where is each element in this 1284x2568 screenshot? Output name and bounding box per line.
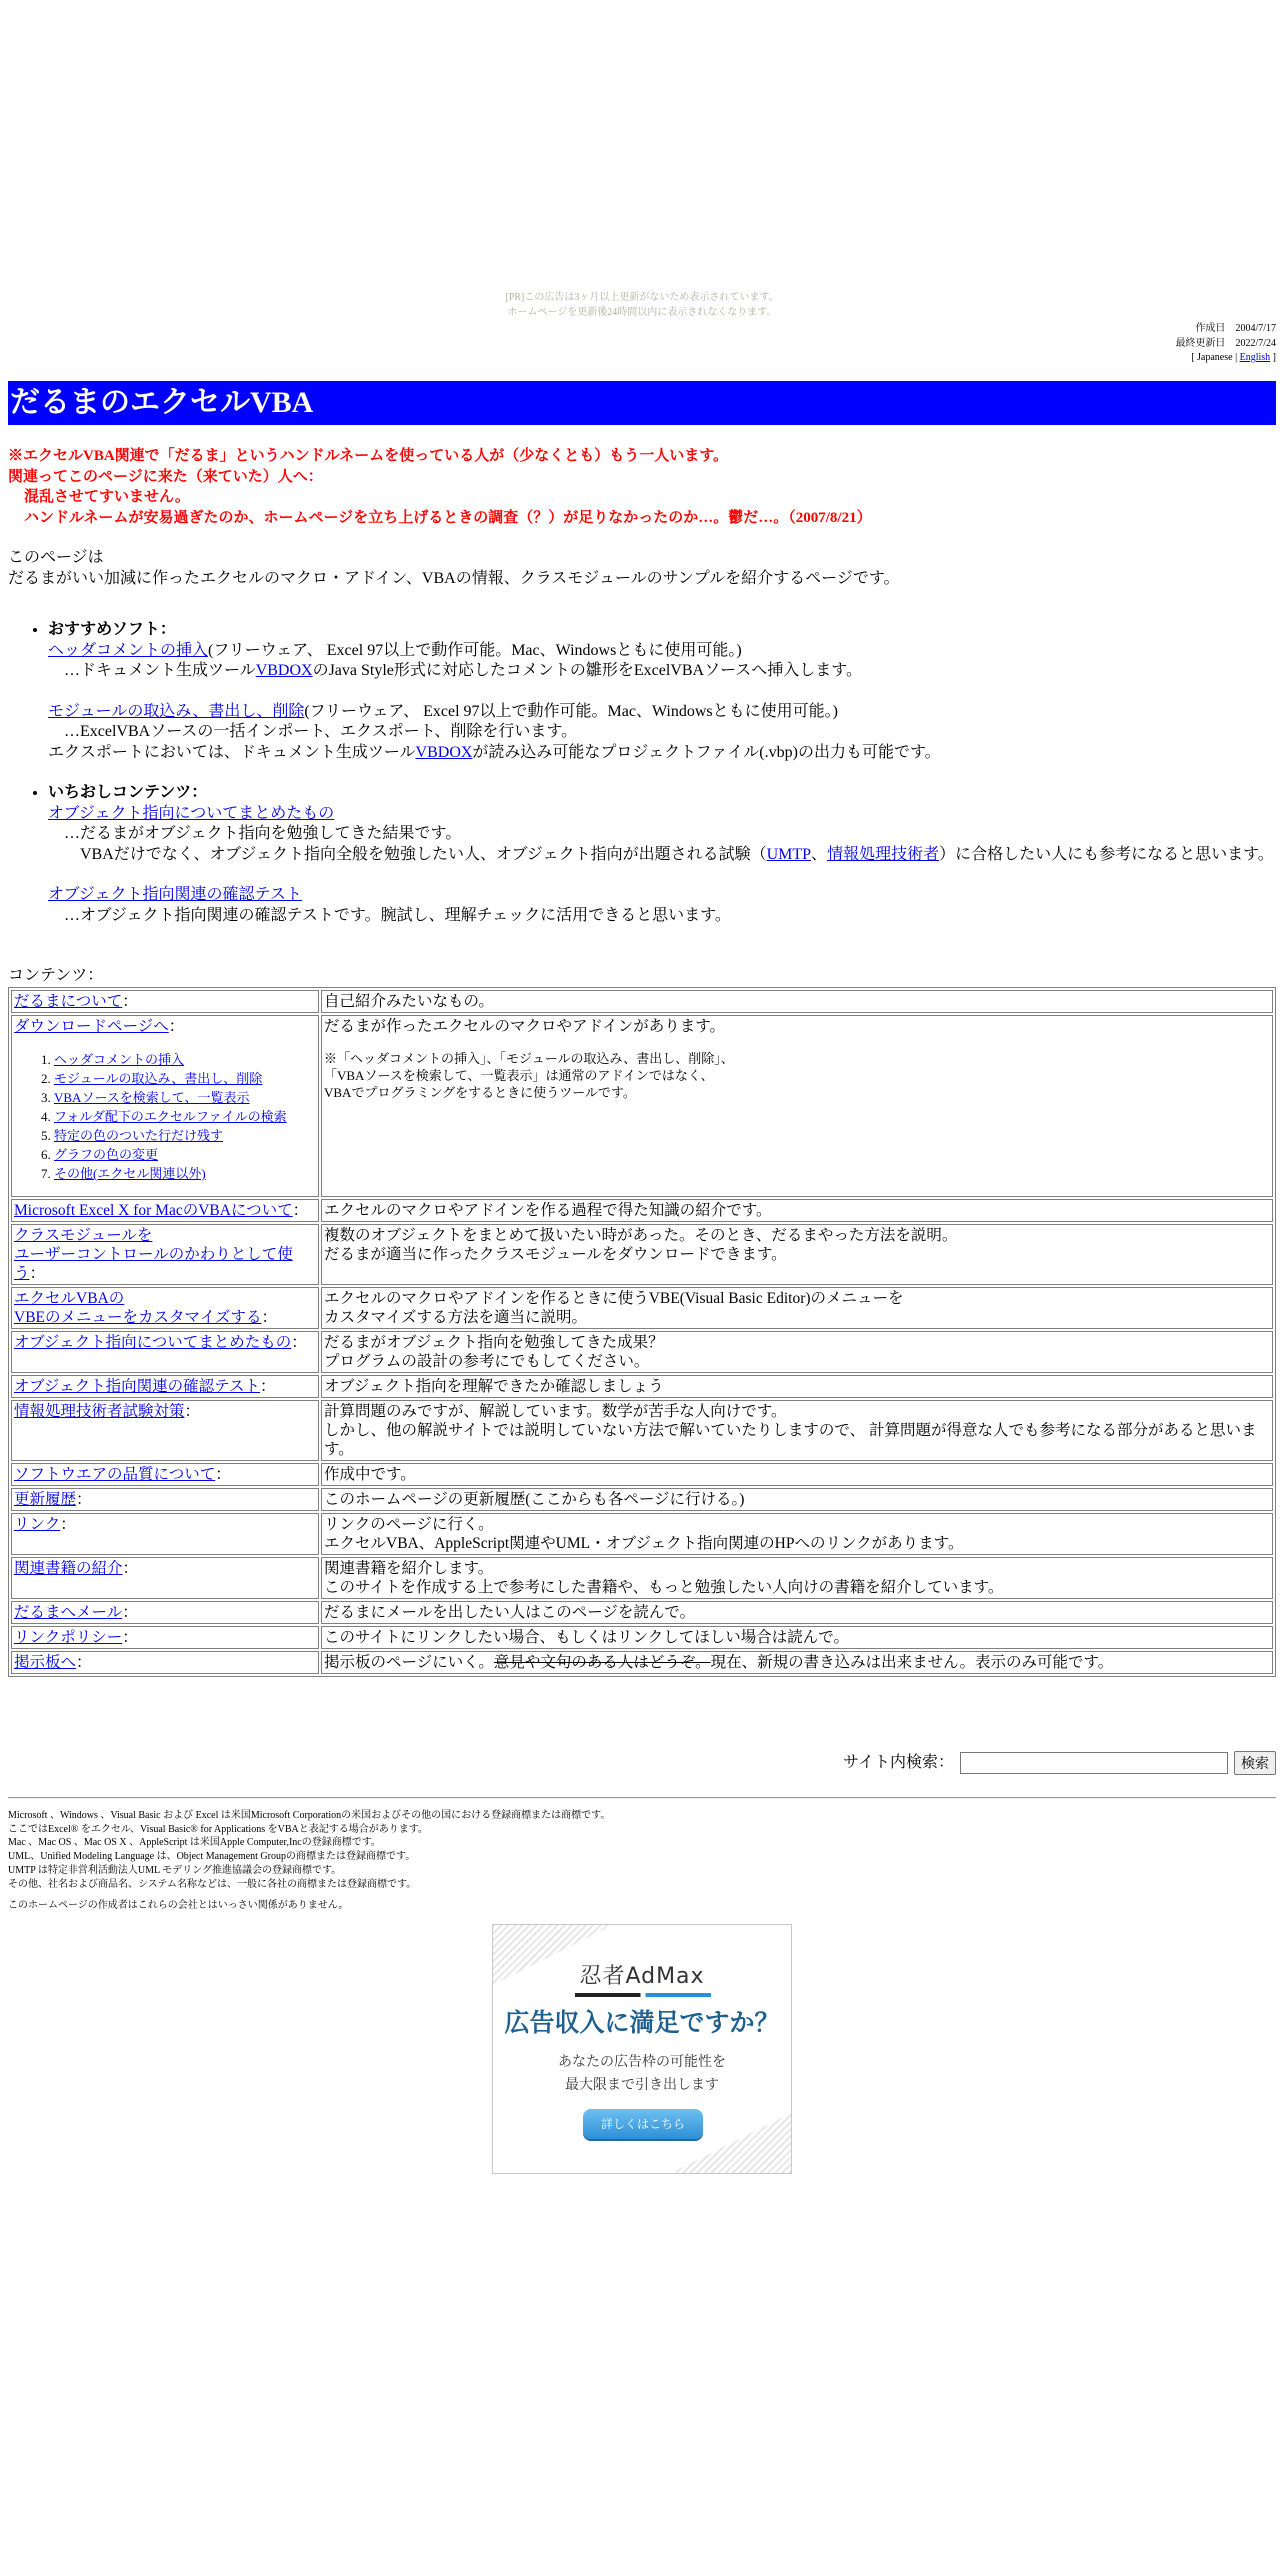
- contents-label: コンテンツ：: [8, 967, 104, 984]
- colon: ：: [122, 993, 138, 1010]
- exam-desc1: 計算問題のみですが、解説しています。数学が苦手な人向けです。: [324, 1403, 787, 1420]
- download-note-line3: VBAでプログラミングをするときに使うツールです。: [324, 1085, 636, 1100]
- download-item-3[interactable]: VBAソースを検索して、一覧表示: [54, 1090, 250, 1105]
- notice-line1: ※エクセルVBA関連で「だるま」というハンドルネームを使っている人が（少なくとも）もう一人います。: [8, 448, 729, 464]
- class-module-link-line1: クラスモジュールを: [14, 1227, 153, 1244]
- recommend-soft-label: • おすすめソフト：: [48, 621, 176, 638]
- table-row: [11, 1400, 1273, 1461]
- vbe-menu-link-line1: エクセルVBAの: [14, 1290, 125, 1307]
- colon: ：: [60, 1516, 76, 1533]
- class-module-desc2: だるまが適当に作ったクラスモジュールをダウンロードできます。: [324, 1246, 787, 1263]
- books-desc1: 関連書籍を紹介します。: [324, 1560, 494, 1577]
- soft1-line2b: のJava Style形式に対応したコメントの雛形をExcelVBAソースへ挿入します。: [312, 662, 863, 679]
- colon: ：: [292, 1202, 309, 1219]
- site-search: [843, 1751, 1276, 1775]
- oop-test-table-link[interactable]: オブジェクト指向関連の確認テスト: [14, 1378, 260, 1395]
- ad-notice-line1: [PR]この広告は3ヶ月以上更新がないため表示されています。: [505, 292, 779, 303]
- link-policy-link[interactable]: リンクポリシー: [14, 1629, 123, 1646]
- soft1-desc: (フリーウェア、 Excel 97以上で動作可能。Mac、Windowsともに使用可能。): [208, 641, 742, 659]
- colon: ：: [122, 1629, 138, 1646]
- language-switch: [1175, 351, 1276, 366]
- mac-vba-desc: エクセルのマクロやアドインを作る過程で得た知識の紹介です。: [321, 1199, 1273, 1222]
- handle-name-notice: [8, 446, 1276, 528]
- lang-japanese: Japanese: [1197, 352, 1233, 363]
- bbs-desc2: 現在、新規の書き込みは出来ません。表示のみ可能です。: [710, 1654, 1114, 1671]
- table-row: [11, 1224, 1273, 1285]
- page-title: だるまのエクセルVBA: [8, 381, 1276, 425]
- comma: 、: [811, 845, 828, 863]
- table-row: [11, 1488, 1273, 1511]
- table-row: [11, 1287, 1273, 1329]
- download-item-7[interactable]: その他(エクセル関連以外): [54, 1166, 206, 1181]
- recommend-content: [48, 783, 1276, 926]
- soft2-line2: …ExcelVBAソースの一括インポート、エクスポート、削除を行います。: [64, 723, 578, 740]
- books-desc2: このサイトを作成する上で参考にした書籍や、もっと勉強したい人向けの書籍を紹介しています。: [324, 1579, 1004, 1596]
- vbdox-link[interactable]: VBDOX: [255, 662, 313, 679]
- colon: ：: [122, 1604, 138, 1621]
- download-list: [14, 1050, 316, 1183]
- links-desc1: リンクのページに行く。: [324, 1516, 494, 1533]
- legal-line-2: ここではExcel® をエクセル、Visual Basic® for Applications をVBAと表記する場合があります。: [8, 1823, 428, 1835]
- vbe-menu-link-line2: VBEのメニューをカスタマイズする: [14, 1309, 262, 1326]
- about-link[interactable]: だるまについて: [14, 993, 123, 1010]
- legal-line-6: その他、社名および商品名、システム名称などは、一般に各社の商標または登録商標です。: [8, 1878, 417, 1890]
- colon: ：: [261, 1309, 278, 1326]
- oop-test-desc: オブジェクト指向を理解できたか確認しましょう: [321, 1375, 1273, 1398]
- colon: ：: [76, 1654, 92, 1671]
- soft2-desc: (フリーウェア、 Excel 97以上で動作可能。Mac、Windowsともに使用可能。): [304, 702, 838, 720]
- search-button[interactable]: 検索: [1234, 1751, 1276, 1775]
- bbs-desc1: 掲示板のページにいく。: [324, 1654, 494, 1671]
- lang-english-link[interactable]: English: [1239, 352, 1271, 363]
- oop-summary-desc1: だるまがオブジェクト指向を勉強してきた成果？: [324, 1334, 664, 1351]
- vbe-menu-desc1: エクセルのマクロやアドインを作るときに使うVBE(Visual Basic Editor)のメニューを: [324, 1290, 904, 1307]
- content2-line2: …オブジェクト指向関連の確認テストです。腕試し、理解チェックに活用できると思います。: [64, 906, 731, 924]
- download-note-line2: 「VBAソースを検索して、一覧表示」は通常のアドインではなく、: [324, 1068, 714, 1083]
- search-label: サイト内検索：: [843, 1753, 954, 1771]
- table-row: [11, 1557, 1273, 1599]
- class-module-link[interactable]: [14, 1227, 293, 1282]
- vbe-menu-link[interactable]: [14, 1290, 262, 1326]
- table-row: [11, 1626, 1273, 1649]
- date-info: [1175, 322, 1276, 366]
- ad-notice: [0, 291, 1284, 320]
- quality-link[interactable]: ソフトウエアの品質について: [14, 1466, 216, 1483]
- intro: [8, 548, 900, 589]
- bbs-desc-strike: 意見や文句のある人はどうぞ。: [493, 1654, 711, 1671]
- admax-logo-underline: [575, 1993, 711, 1997]
- table-row: [11, 1601, 1273, 1624]
- download-item-2[interactable]: モジュールの取込み、書出し、削除: [54, 1071, 263, 1086]
- admax-sub-line1: あなたの広告枠の可能性を: [558, 2054, 726, 2070]
- table-row: [11, 1651, 1273, 1674]
- class-module-desc1: 複数のオブジェクトをまとめて扱いたい時があった。そのとき、だるまやった方法を説明。: [324, 1227, 958, 1244]
- umtp-link[interactable]: UMTP: [766, 845, 812, 863]
- admax-subtext: [493, 2051, 791, 2097]
- download-item-4[interactable]: フォルダ配下のエクセルファイルの検索: [54, 1109, 287, 1124]
- recommend-soft: [48, 620, 1276, 783]
- download-item-5[interactable]: 特定の色のついた行だけ残す: [54, 1128, 224, 1143]
- exam-desc2: しかし、他の解説サイトでは説明していない方法で解いていたりしますので、 計算問題が得意な人でも参考になる部分があると思います。: [324, 1422, 1257, 1458]
- oop-test-link[interactable]: オブジェクト指向関連の確認テスト: [48, 886, 302, 903]
- table-row: [11, 990, 1273, 1013]
- content1-line3a: VBAだけでなく、オブジェクト指向全般を勉強したい人、オブジェクト指向が出題される試験（: [80, 845, 767, 863]
- soft2-line3a: エクスポートにおいては、ドキュメント生成ツール: [48, 743, 416, 761]
- links-link[interactable]: リンク: [14, 1516, 61, 1533]
- notice-line2: 関連ってこのページに来た（来ていた）人へ：: [8, 468, 323, 485]
- link-policy-desc: このサイトにリンクしたい場合、もしくはリンクしてほしい場合は読んで。: [321, 1626, 1273, 1649]
- admax-sub-line2: 最大限まで引き出します: [565, 2077, 719, 2093]
- legal-line-3: Mac 、Mac OS 、Mac OS X 、AppleScript は米国Apple Computer,Incの登録商標です。: [8, 1837, 381, 1849]
- download-item-1[interactable]: ヘッダコメントの挿入: [54, 1052, 185, 1067]
- colon: ：: [29, 1265, 46, 1282]
- table-row: [11, 1199, 1273, 1222]
- table-row: [11, 1015, 1273, 1197]
- updated-label: 最終更新日: [1175, 337, 1226, 349]
- divider: [8, 1797, 1276, 1799]
- jouhou-link[interactable]: 情報処理技術者: [827, 845, 940, 863]
- recommend-section: [8, 620, 1276, 926]
- links-desc2: エクセルVBA、AppleScript関連やUML・オブジェクト指向関連のHPへのリンクがあります。: [324, 1535, 964, 1552]
- books-link[interactable]: 関連書籍の紹介: [14, 1560, 123, 1577]
- vbdox-link-2[interactable]: VBDOX: [415, 743, 473, 761]
- colon: ：: [168, 1018, 185, 1035]
- contents-table: [8, 987, 1276, 1677]
- colon: ：: [184, 1403, 201, 1420]
- legal-line-1: Microsoft 、Windows 、Visual Basic および Excel は米国Microsoft Corporationの米国およびその他の国における登録商標または商標です。: [8, 1810, 611, 1821]
- intro-line1: このページは: [8, 549, 104, 566]
- table-row: [11, 1463, 1273, 1486]
- legal-line-4: UML、Unified Modeling Language は、Object Management Groupの商標または登録商標です。: [8, 1851, 416, 1863]
- lang-bracket-open: [: [1191, 352, 1198, 363]
- download-note: [324, 1050, 1270, 1101]
- class-module-link-line2: ユーザーコントロールのかわりとして使う: [14, 1246, 293, 1282]
- admax-details-button[interactable]: 詳しくはこちら: [583, 2109, 703, 2139]
- colon: ：: [76, 1491, 92, 1508]
- vbe-menu-desc2: カスタマイズする方法を適当に説明。: [324, 1309, 588, 1326]
- colon: ：: [260, 1378, 276, 1395]
- content1-line2: …だるまがオブジェクト指向を勉強してきた結果です。: [64, 825, 462, 842]
- notice-line4: ハンドルネームが安易過ぎたのか、ホームページを立ち上げるときの調査（？）が足りなかったのか…。鬱だ…。（2007/8/21）: [24, 509, 872, 526]
- admax-banner[interactable]: [492, 1924, 792, 2174]
- about-desc: 自己紹介みたいなもの。: [321, 990, 1273, 1013]
- ad-notice-line2: ホームページを更新後24時間以内に表示されなくなります。: [507, 306, 777, 318]
- admax-logo: 忍者AdMax: [579, 1964, 705, 1989]
- header-comment-link[interactable]: ヘッダコメントの挿入: [48, 641, 209, 659]
- legal-disclaimer: このホームページの作成者はこれらの会社とはいっさい関係がありません。: [8, 1900, 349, 1911]
- exam-link[interactable]: 情報処理技術者試験対策: [14, 1403, 185, 1420]
- table-row: [11, 1331, 1273, 1373]
- table-row: [11, 1375, 1273, 1398]
- notice-line3: 混乱させてすいません。: [24, 489, 190, 505]
- oop-summary-link[interactable]: オブジェクト指向についてまとめたもの: [48, 804, 335, 822]
- bbs-link[interactable]: 掲示板へ: [14, 1654, 77, 1671]
- colon: ：: [215, 1466, 231, 1483]
- lang-separator: |: [1232, 352, 1240, 363]
- history-desc: このホームページの更新履歴(ここからも各ページに行ける。): [321, 1488, 1273, 1511]
- oop-summary-desc2: プログラムの設計の参考にでもしてください。: [324, 1353, 650, 1370]
- oop-summary-table-link[interactable]: オブジェクト指向についてまとめたもの: [14, 1334, 292, 1351]
- mac-vba-link[interactable]: Microsoft Excel X for MacのVBAについて: [14, 1202, 293, 1219]
- mail-link[interactable]: だるまへメール: [14, 1604, 123, 1621]
- search-input[interactable]: [960, 1752, 1228, 1774]
- history-link[interactable]: 更新履歴: [14, 1491, 77, 1508]
- updated-date: 2022/7/24: [1235, 337, 1276, 349]
- created-label: 作成日: [1195, 323, 1226, 334]
- soft2-line3b: が読み込み可能なプロジェクトファイル(.vbp)の出力も可能です。: [472, 743, 941, 761]
- table-row: [11, 1513, 1273, 1555]
- recommend-content-label: • いちおしコンテンツ：: [48, 784, 208, 801]
- mail-desc: だるまにメールを出したい人はこのページを読んで。: [321, 1601, 1273, 1624]
- intro-line2: だるまがいい加減に作ったエクセルのマクロ・アドイン、VBAの情報、クラスモジュールのサンプルを紹介するページです。: [8, 569, 900, 587]
- created-date: 2004/7/17: [1235, 323, 1276, 334]
- lang-bracket-close: ]: [1270, 352, 1276, 363]
- legal-line-5: UMTP は特定非営利活動法人UML モデリング推進協議会の登録商標です。: [8, 1864, 342, 1876]
- module-import-export-link[interactable]: モジュールの取込み、書出し、削除: [48, 702, 305, 720]
- download-page-link[interactable]: ダウンロードページへ: [14, 1018, 169, 1035]
- colon: ：: [291, 1334, 307, 1351]
- colon: ：: [122, 1560, 139, 1577]
- quality-desc: 作成中です。: [321, 1463, 1273, 1486]
- admax-headline: 広告収入に満足ですか？: [504, 2008, 780, 2037]
- trademark-notice: [8, 1809, 610, 1891]
- soft1-line2a: …ドキュメント生成ツール: [64, 662, 256, 679]
- download-desc: だるまが作ったエクセルのマクロやアドインがあります。: [324, 1018, 725, 1035]
- download-item-6[interactable]: グラフの色の変更: [54, 1147, 159, 1162]
- content1-line3b: ）に合格したい人にも参考になると思います。: [939, 845, 1274, 863]
- download-note-line1: ※「ヘッダコメントの挿入」、「モジュールの取込み、書出し、削除」、: [324, 1051, 734, 1066]
